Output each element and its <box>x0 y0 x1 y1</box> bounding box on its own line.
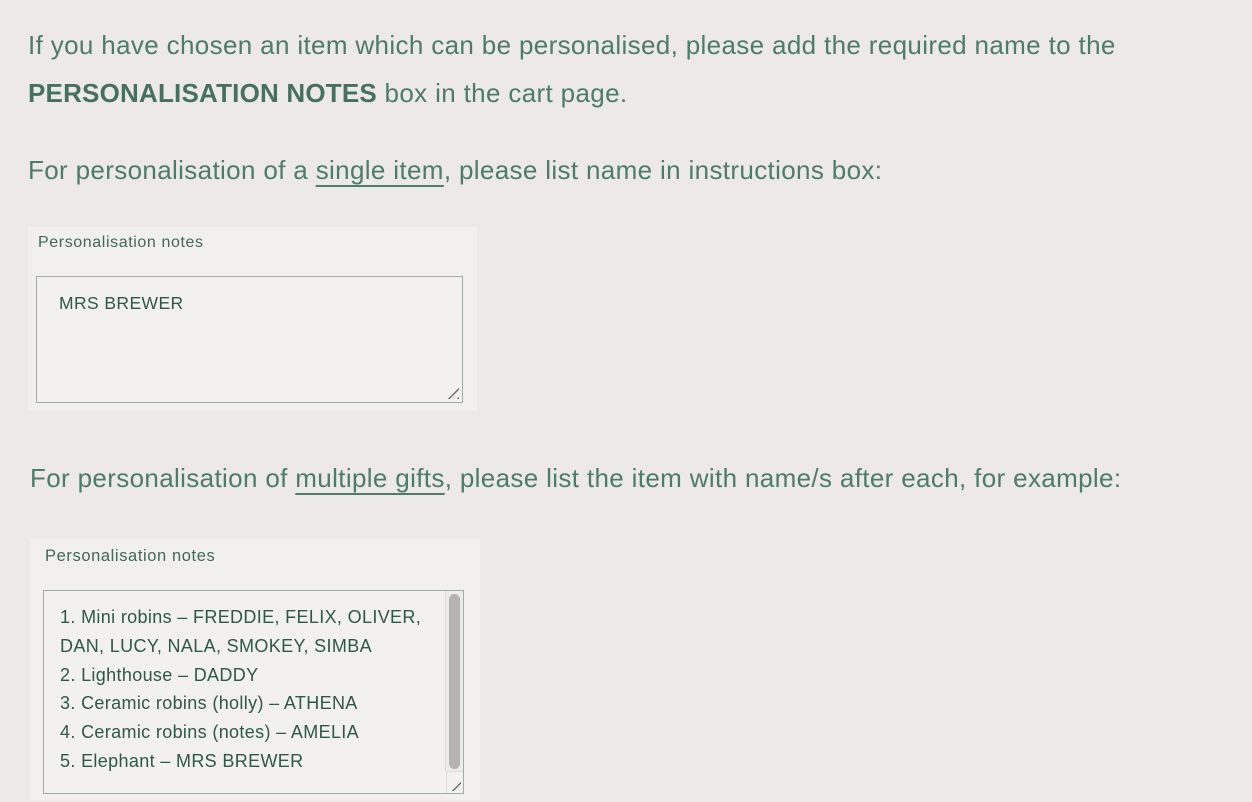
note-line: 3. Ceramic robins (holly) – ATHENA <box>60 693 358 714</box>
personalisation-notes-textarea-multiple[interactable] <box>43 590 464 794</box>
note-line: 1. Mini robins – FREDDIE, FELIX, OLIVER, <box>60 607 422 627</box>
resize-grip-icon[interactable] <box>447 387 459 399</box>
multiple-gifts-text-after: , please list the item with name/s after each, for example: <box>444 463 1122 493</box>
multiple-gifts-paragraph <box>30 463 1121 493</box>
scrollbar-corner <box>446 771 463 793</box>
personalisation-notes-label-single: Personalisation notes <box>38 234 204 251</box>
note-line: 2. Lighthouse – DADDY <box>60 664 259 685</box>
personalisation-notes-label-multiple: Personalisation notes <box>45 547 216 565</box>
single-item-text-after: , please list name in instructions box: <box>443 155 883 185</box>
resize-grip-icon[interactable] <box>450 780 461 791</box>
intro-paragraph-line2 <box>28 78 628 108</box>
textarea-value-single: MRS BREWER <box>59 293 184 313</box>
multiple-gifts-underlined-text: multiple gifts <box>295 463 445 493</box>
note-line: 4. Ceramic robins (notes) – AMELIA <box>60 722 360 743</box>
textarea-lines-multiple <box>60 603 421 776</box>
scrollbar-thumb[interactable] <box>449 594 460 769</box>
multiple-example-screenshot <box>30 538 480 800</box>
single-item-underlined-text: single item <box>315 155 444 185</box>
note-line: DAN, LUCY, NALA, SMOKEY, SIMBA <box>60 635 372 656</box>
personalisation-notes-textarea-single[interactable] <box>36 276 463 403</box>
single-example-screenshot <box>28 227 477 411</box>
single-item-paragraph <box>28 155 882 185</box>
intro-text-after-bold: box in the cart page. <box>376 78 628 108</box>
scrollbar-track[interactable] <box>445 591 463 771</box>
note-line: 5. Elephant – MRS BREWER <box>60 750 304 771</box>
intro-paragraph-line1 <box>28 30 1116 60</box>
intro-text: If you have chosen an item which can be personalised, please add the required name to the <box>28 30 1116 60</box>
personalisation-notes-emphasis: PERSONALISATION NOTES <box>28 78 377 108</box>
multiple-gifts-text-before: For personalisation of <box>30 463 296 493</box>
single-item-text-before: For personalisation of a <box>28 155 316 185</box>
